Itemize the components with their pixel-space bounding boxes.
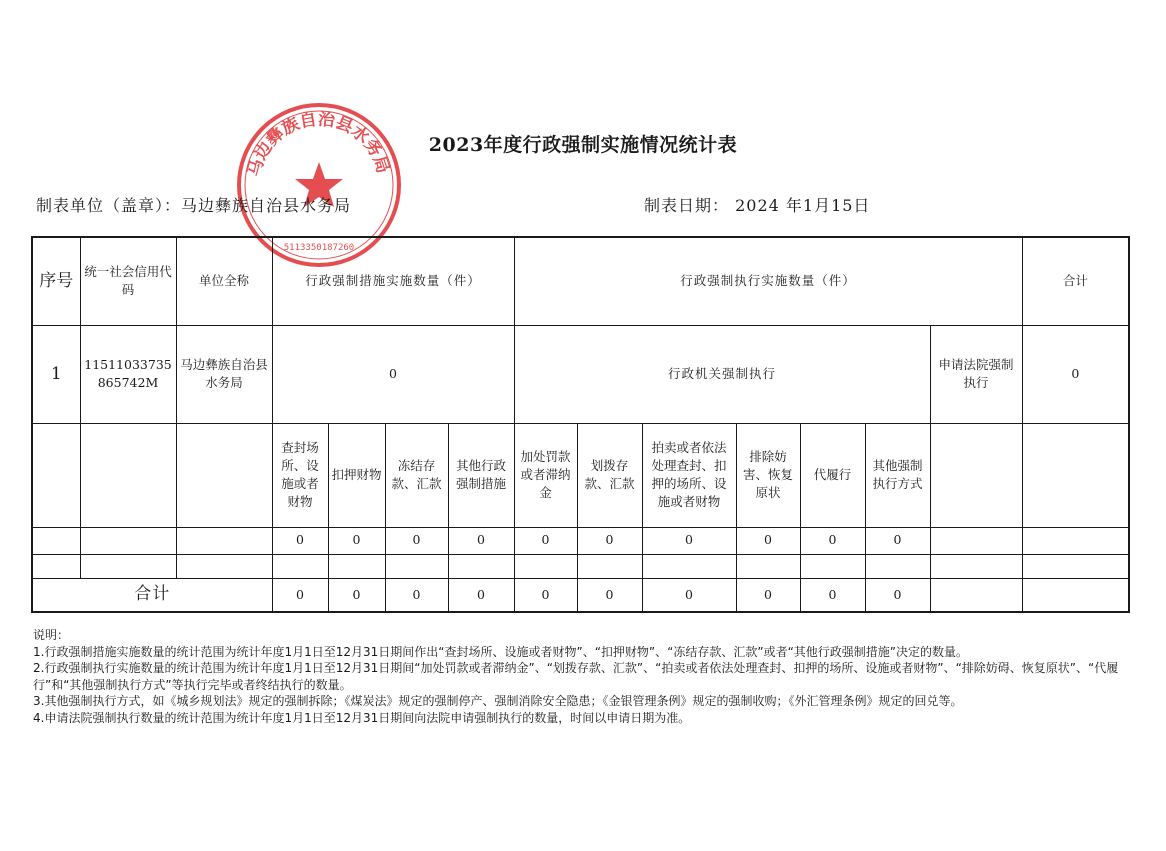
value-cell: 0 bbox=[328, 527, 385, 554]
total-cell: 0 bbox=[577, 578, 642, 612]
empty-cell bbox=[32, 527, 80, 554]
total-cell: 0 bbox=[328, 578, 385, 612]
value-cell: 0 bbox=[385, 527, 448, 554]
total-header: 合计 bbox=[1022, 237, 1129, 325]
empty-cell bbox=[1022, 423, 1129, 527]
agency-execution-header: 行政机关强制执行 bbox=[514, 325, 930, 423]
value-cell: 0 bbox=[642, 527, 736, 554]
empty-cell bbox=[80, 554, 176, 578]
value-cell: 0 bbox=[736, 527, 800, 554]
row-credit-code: 11511033735865742M bbox=[80, 325, 176, 423]
row-seq: 1 bbox=[32, 325, 80, 423]
note-item: 2.行政强制执行实施数量的统计范围为统计年度1月1日至12月31日期间“加处罚款或者滞纳金”、“划拨存款、汇款”、“拍卖或者依法处理查封、扣押的场所、设施或者财物”、“排除妨碍、恢复原状”、“代履行”和“其他强制执行方式”等执行完毕或者终结执行的数量。 bbox=[33, 661, 1119, 692]
empty-cell bbox=[176, 554, 272, 578]
empty-cell bbox=[1022, 578, 1129, 612]
total-row bbox=[32, 578, 1129, 612]
notes-section bbox=[33, 627, 1128, 726]
empty-cell bbox=[32, 423, 80, 527]
blank-row bbox=[32, 554, 1129, 578]
empty-cell bbox=[32, 554, 80, 578]
values-row bbox=[32, 527, 1129, 554]
note-item: 1.行政强制措施实施数量的统计范围为统计年度1月1日至12月31日期间作出“查封场所、设施或者财物”、“扣押财物”、“冻结存款、汇款”或者“其他行政强制措施”决定的数量。 bbox=[33, 644, 968, 659]
sub-header-other-execution: 其他强制执行方式 bbox=[865, 423, 930, 527]
total-cell: 0 bbox=[385, 578, 448, 612]
value-cell: 0 bbox=[577, 527, 642, 554]
empty-cell bbox=[385, 554, 448, 578]
sub-header-late-fee: 加处罚款或者滞纳金 bbox=[514, 423, 577, 527]
note-item: 4.申请法院强制执行数量的统计范围为统计年度1月1日至12月31日期间向法院申请强制执行的数量，时间以申请日期为准。 bbox=[33, 710, 691, 725]
note-item: 3.其他强制执行方式，如《城乡规划法》规定的强制拆除；《煤炭法》规定的强制停产、强制消除安全隐患；《金银管理条例》规定的强制收购；《外汇管理条例》规定的回兑等。 bbox=[33, 694, 963, 708]
total-cell: 0 bbox=[800, 578, 865, 612]
statistics-table bbox=[31, 236, 1130, 613]
execution-count-header: 行政强制执行实施数量（件） bbox=[514, 237, 1022, 325]
empty-cell bbox=[865, 554, 930, 578]
empty-cell bbox=[80, 423, 176, 527]
value-cell: 0 bbox=[272, 527, 328, 554]
total-cell: 0 bbox=[448, 578, 514, 612]
value-cell: 0 bbox=[800, 527, 865, 554]
unit-label: 制表单位（盖章）：马边彝族自治县水务局 bbox=[36, 196, 352, 215]
seal-text: 马边彝族自治县水务局 bbox=[244, 109, 393, 179]
sub-header-freeze: 冻结存款、汇款 bbox=[385, 423, 448, 527]
empty-cell bbox=[1022, 554, 1129, 578]
empty-cell bbox=[176, 423, 272, 527]
sub-header-substitute-performance: 代履行 bbox=[800, 423, 865, 527]
total-row-label: 合计 bbox=[32, 578, 272, 612]
total-cell: 0 bbox=[514, 578, 577, 612]
empty-cell bbox=[800, 554, 865, 578]
sub-header-seal: 查封场所、设施或者财物 bbox=[272, 423, 328, 527]
sub-header-transfer: 划拨存款、汇款 bbox=[577, 423, 642, 527]
value-cell: 0 bbox=[448, 527, 514, 554]
empty-cell bbox=[80, 527, 176, 554]
sub-header-other-measures: 其他行政强制措施 bbox=[448, 423, 514, 527]
empty-cell bbox=[272, 554, 328, 578]
total-cell: 0 bbox=[272, 578, 328, 612]
empty-cell bbox=[1022, 527, 1129, 554]
empty-cell bbox=[930, 554, 1022, 578]
document-title: 2023年度行政强制实施情况统计表 bbox=[428, 134, 738, 156]
table-row bbox=[32, 325, 1129, 423]
empty-cell bbox=[448, 554, 514, 578]
empty-cell bbox=[328, 554, 385, 578]
sub-header-row bbox=[32, 423, 1129, 527]
empty-cell bbox=[736, 554, 800, 578]
empty-cell bbox=[930, 527, 1022, 554]
total-cell: 0 bbox=[736, 578, 800, 612]
unit-name-header: 单位全称 bbox=[176, 237, 272, 325]
value-cell: 0 bbox=[514, 527, 577, 554]
total-cell: 0 bbox=[642, 578, 736, 612]
header-row bbox=[32, 237, 1129, 325]
sub-header-remove-obstruction: 排除妨害、恢复原状 bbox=[736, 423, 800, 527]
empty-cell bbox=[176, 527, 272, 554]
credit-code-header: 统一社会信用代码 bbox=[80, 237, 176, 325]
empty-cell bbox=[514, 554, 577, 578]
sub-header-seize: 扣押财物 bbox=[328, 423, 385, 527]
notes-heading: 说明： bbox=[33, 628, 70, 642]
empty-cell bbox=[642, 554, 736, 578]
empty-cell bbox=[930, 578, 1022, 612]
sub-header-auction: 拍卖或者依法处理查封、扣押的场所、设施或者财物 bbox=[642, 423, 736, 527]
seq-header: 序号 bbox=[32, 237, 80, 325]
row-unit-name: 马边彝族自治县水务局 bbox=[176, 325, 272, 423]
empty-cell bbox=[930, 423, 1022, 527]
date-label: 制表日期： 2024 年1月15日 bbox=[644, 196, 871, 215]
total-cell: 0 bbox=[865, 578, 930, 612]
seal-code: 5113350187260 bbox=[283, 243, 355, 253]
empty-cell bbox=[577, 554, 642, 578]
measures-count-header: 行政强制措施实施数量（件） bbox=[272, 237, 514, 325]
value-cell: 0 bbox=[865, 527, 930, 554]
row-measures-total: 0 bbox=[272, 325, 514, 423]
court-execution-header: 申请法院强制执行 bbox=[930, 325, 1022, 423]
row-grand-total: 0 bbox=[1022, 325, 1129, 423]
